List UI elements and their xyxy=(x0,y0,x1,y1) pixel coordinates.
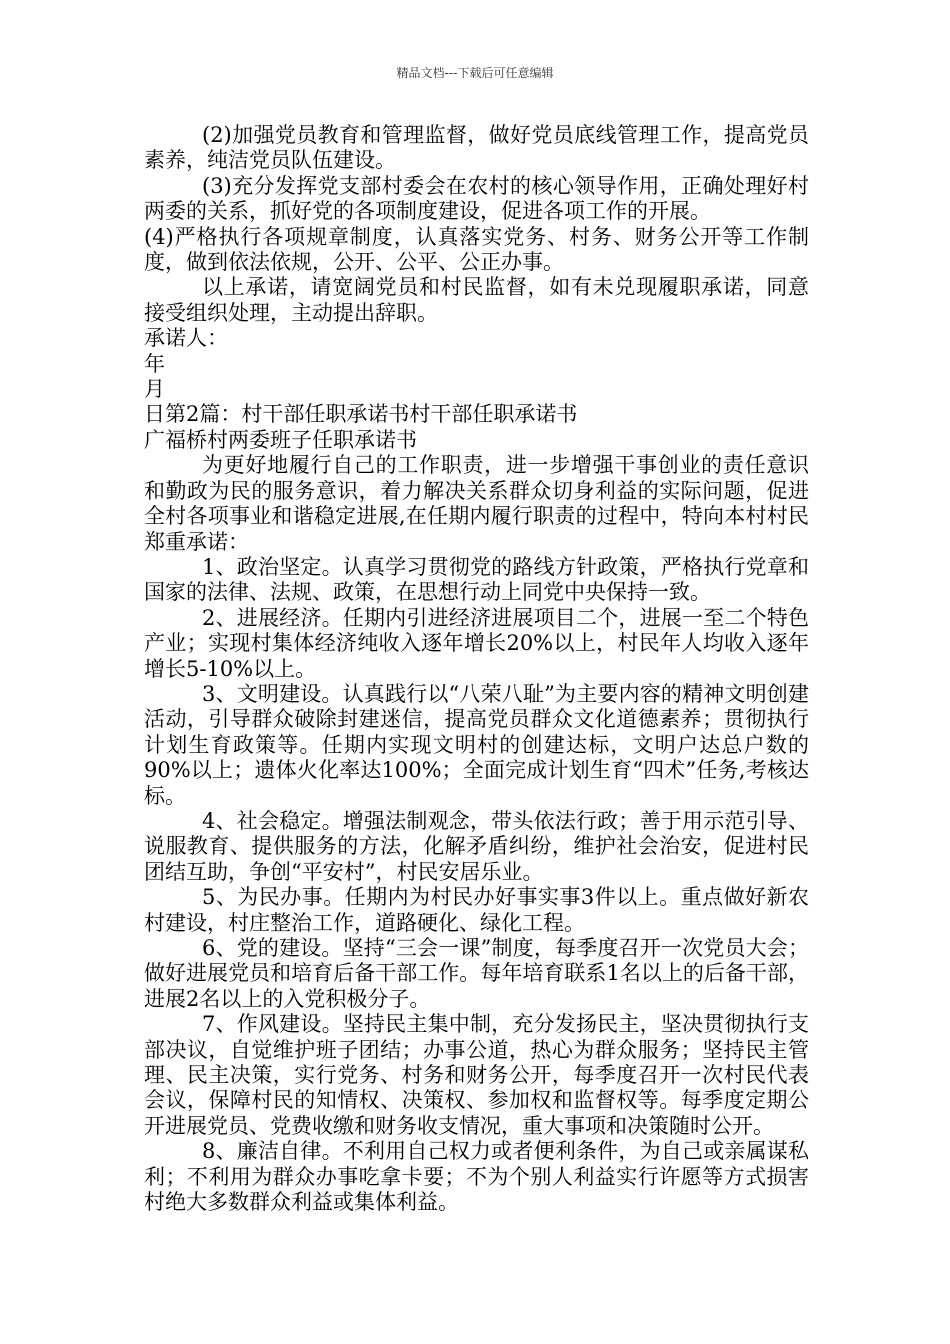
date-month: 月 xyxy=(144,377,165,402)
paragraph-commitment-closing: 以上承诺，请宽阔党员和村民监督，如有未兑现履职承诺，同意接受组织处理，主动提出辞职。 xyxy=(144,275,809,325)
paragraph-pledge-5: 5、为民办事。任期内为村民办好事实事3件以上。重点做好新农村建设，村庄整治工作，道路硬化、绿化工程。 xyxy=(144,885,809,935)
paragraph-pledge-7: 7、作风建设。坚持民主集中制，充分发扬民主，坚决贯彻执行支部决议，自觉维护班子团结；办事公道，热心为群众服务；坚持民主管理、民主决策，实行党务、村务和财务公开，每季度召开一次村民代表会议，保障村民的知情权、决策权、参加权和监督权等。每季度定期公开进展党员、党费收缴和财务收支情况，重大事项和决策随时公开。 xyxy=(144,1012,809,1138)
paragraph-pledge-1: 1、政治坚定。认真学习贯彻党的路线方针政策，严格执行党章和国家的法律、法规、政策，在思想行动上同党中央保持一致。 xyxy=(144,554,809,605)
paragraph-item-2: (2)加强党员教育和管理监督，做好党员底线管理工作，提高党员素养，纯洁党员队伍建设。 xyxy=(144,123,809,173)
paragraph-pledge-2: 2、进展经济。任期内引进经济进展项目二个，进展一至二个特色产业；实现村集体经济纯收入逐年增长20%以上，村民年人均收入逐年增长5-10%以上。 xyxy=(144,605,809,681)
paragraph-intro: 为更好地履行自己的工作职责，进一步增强干事创业的责任意识和勤政为民的服务意识，着力解决关系群众切身利益的实际问题，促进全村各项事业和谐稳定进展,在任期内履行职责的过程中，特向本村村民郑重承诺： xyxy=(144,453,809,554)
paragraph-pledge-6: 6、党的建设。坚持“三会一课”制度，每季度召开一次党员大会；做好进展党员和培育后备干部工作。每年培育联系1名以上的后备干部，进展2名以上的入党积极分子。 xyxy=(144,936,809,1011)
page-header: 精品文档---下载后可任意编辑 xyxy=(396,66,554,80)
date-year: 年 xyxy=(144,351,165,376)
document-title: 广福桥村两委班子任职承诺书 xyxy=(144,427,417,452)
paragraph-pledge-4: 4、社会稳定。增强法制观念，带头依法行政；善于用示范引导、说服教育、提供服务的方法，化解矛盾纠纷，维护社会治安，促进村民团结互助，争创“平安村”，村民安居乐业。 xyxy=(144,808,809,884)
document-body xyxy=(144,123,809,1215)
paragraph-pledge-3: 3、文明建设。认真践行以“八荣八耻”为主要内容的精神文明创建活动，引导群众破除封建迷信，提高党员群众文化道德素养；贯彻执行计划生育政策等。任期内实现文明村的创建达标，文明户达总户数的90%以上；遗体火化率达100%；全面完成计划生育“四术”任务,考核达标。 xyxy=(144,681,809,808)
date-day-section-title: 日第2篇：村干部任职承诺书村干部任职承诺书 xyxy=(144,402,578,427)
paragraph-pledge-8: 8、廉洁自律。不利用自己权力或者便利条件，为自己或亲属谋私利；不利用为群众办事吃拿卡要；不为个别人利益实行许愿等方式损害村绝大多数群众利益或集体利益。 xyxy=(144,1139,809,1215)
paragraph-item-3: (3)充分发挥党支部村委会在农村的核心领导作用，正确处理好村两委的关系，抓好党的各项制度建设，促进各项工作的开展。 xyxy=(144,173,809,224)
signature-label: 承诺人： xyxy=(144,326,228,351)
paragraph-item-4: (4)严格执行各项规章制度，认真落实党务、村务、财务公开等工作制度，做到依法依规，公开、公平、公正办事。 xyxy=(144,224,809,275)
